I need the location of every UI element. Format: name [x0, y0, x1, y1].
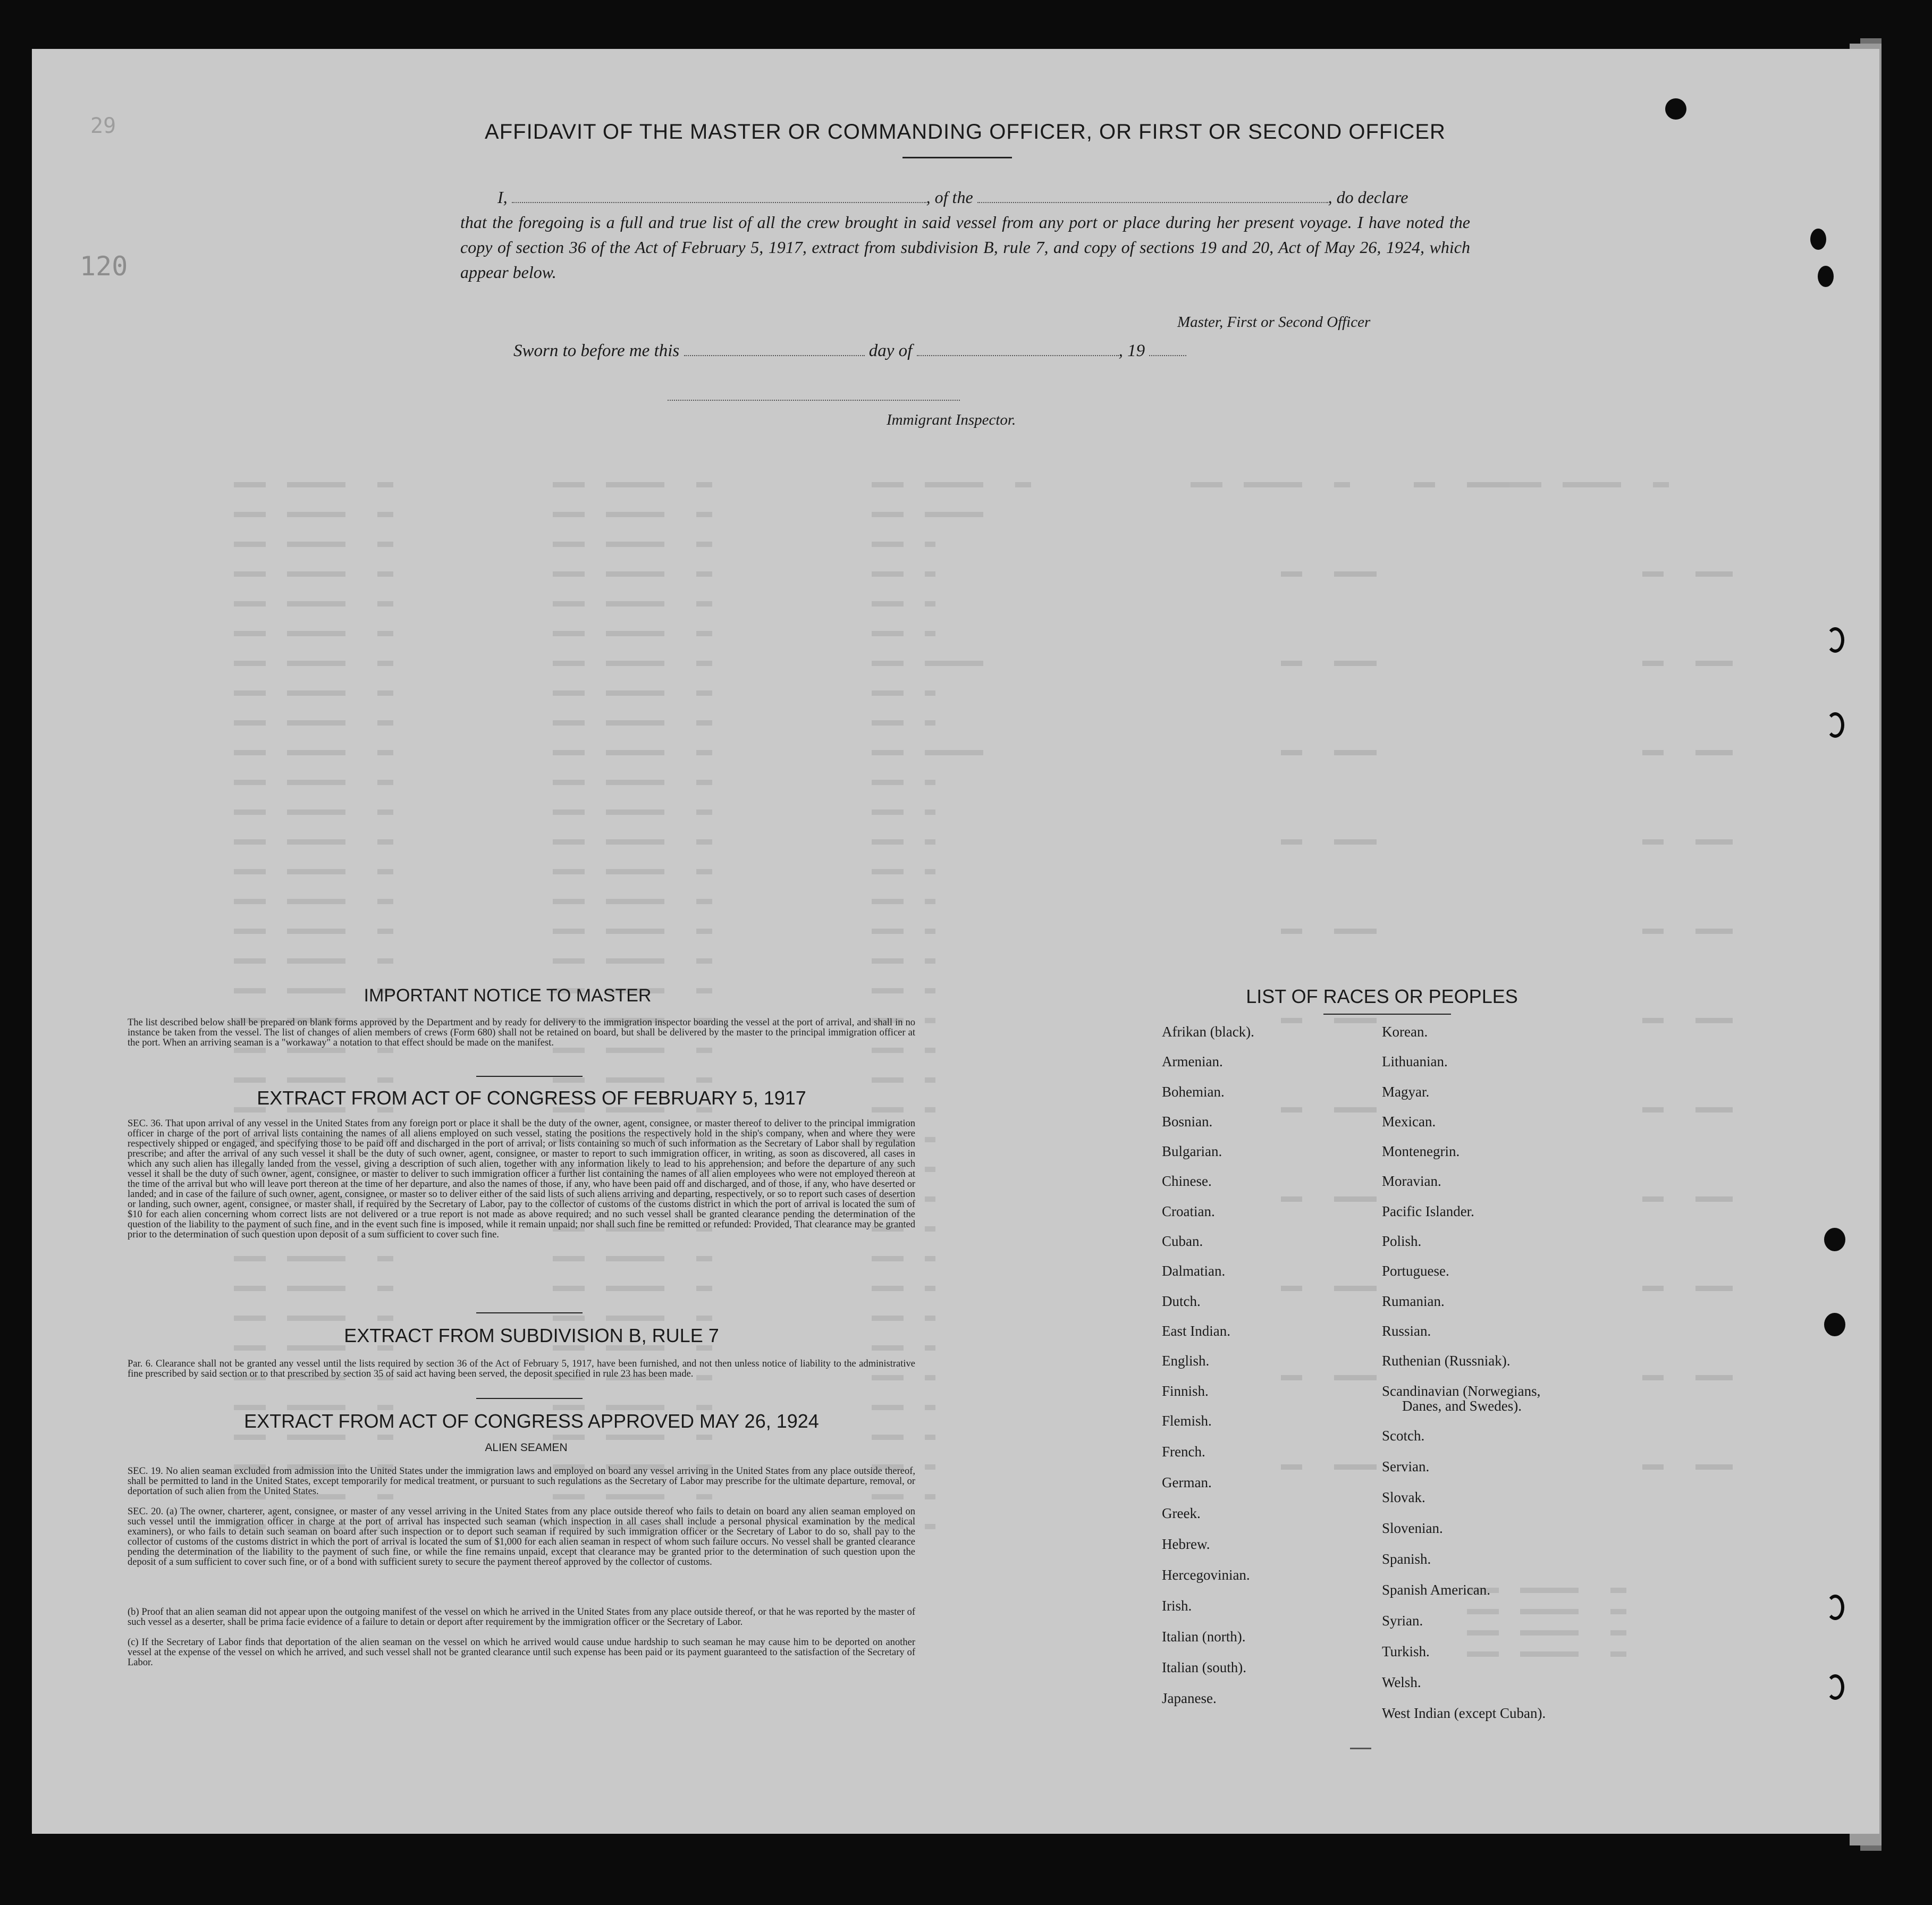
race-item: Rumanian. — [1382, 1293, 1445, 1309]
race-item: Dutch. — [1162, 1293, 1201, 1309]
race-item: Scotch. — [1382, 1427, 1425, 1444]
race-item: East Indian. — [1162, 1322, 1230, 1339]
race-item: Lithuanian. — [1382, 1053, 1448, 1070]
stray-mark — [1350, 1748, 1371, 1749]
race-item: Servian. — [1382, 1458, 1430, 1474]
extract-rule7-divider — [476, 1398, 583, 1399]
sworn-day-field[interactable] — [684, 341, 865, 356]
notice-text: The list described below shall be prepared on blank forms approved by the Department and by ready for delivery to the immigration inspector boarding the vessel at the port of arrival, and shall in no instance be taken from the vessel. The list of changes of alien members of crews (Form 680) shall not be retained on board, but shall be delivered by the master to the principal immigration officer at the port. When an arriving seaman is a "workaway" a notation to that effect should be made on the manifest. — [128, 1017, 915, 1048]
race-item: Korean. — [1382, 1024, 1428, 1040]
extract-1917-divider — [476, 1312, 583, 1313]
race-item: Spanish American. — [1382, 1581, 1490, 1598]
declarant-prefix: I, — [497, 188, 508, 207]
sworn-year-field[interactable] — [1149, 341, 1186, 356]
extract-rule7-text: Par. 6. Clearance shall not be granted any vessel until the lists required by section 36 of the Act of February 5, 1917, have been furnished, and not then unless notice of liability to the administrative fine prescribed by said section or to that prescribed by section 35 of said act having been served, the deposit specified in rule 23 has been made. — [128, 1359, 915, 1379]
extract-1924-sec20c: (c) If the Secretary of Labor finds that deportation of the alien seaman on the vessel on which he arrived would cause undue hardship to such seaman he may cause him to be deported on another vessel at the expense of the vessel on which he arrived, and such vessel shall not be granted clearance until such expense has been paid or its payment guaranteed to the satisfaction of the Secretary of Labor. — [128, 1637, 915, 1668]
race-item: Croatian. — [1162, 1203, 1215, 1219]
races-column-right — [1382, 1024, 1546, 1736]
extract-1924-subtitle: ALIEN SEAMEN — [485, 1442, 568, 1454]
race-item: Irish. — [1162, 1597, 1192, 1614]
race-item: Bosnian. — [1162, 1113, 1213, 1129]
race-item: Russian. — [1382, 1322, 1431, 1339]
race-item: Chinese. — [1162, 1173, 1212, 1190]
race-item: French. — [1162, 1443, 1205, 1460]
race-item: Greek. — [1162, 1505, 1201, 1521]
declaration-line — [460, 185, 1470, 210]
race-item: Hebrew. — [1162, 1536, 1210, 1552]
title-underline — [902, 157, 1012, 158]
binder-hole — [1826, 712, 1844, 738]
binder-hole — [1826, 627, 1844, 653]
race-item: Scandinavian (Norwegians, — [1382, 1383, 1541, 1399]
race-item: Danes, and Swedes). — [1402, 1397, 1522, 1414]
binder-hole — [1826, 1674, 1844, 1700]
race-item: Mexican. — [1382, 1113, 1436, 1129]
binder-hole — [1824, 1313, 1845, 1336]
race-item: West Indian (except Cuban). — [1382, 1705, 1546, 1721]
binder-hole — [1665, 98, 1686, 120]
races-title: LIST OF RACES OR PEOPLES — [1246, 985, 1518, 1007]
margin-number-top: 29 — [90, 114, 116, 138]
race-item: Pacific Islander. — [1382, 1203, 1474, 1219]
inspector-signature-field[interactable] — [668, 386, 960, 401]
extract-rule7-title: EXTRACT FROM SUBDIVISION B, RULE 7 — [344, 1325, 719, 1346]
extract-1924-title: EXTRACT FROM ACT OF CONGRESS APPROVED MAY 26, 1924 — [244, 1410, 819, 1432]
races-title-underline — [1323, 1014, 1451, 1015]
race-item: Slovenian. — [1382, 1520, 1443, 1536]
binder-hole — [1824, 1228, 1845, 1251]
master-signature-label: Master, First or Second Officer — [1177, 314, 1371, 331]
race-item: Armenian. — [1162, 1053, 1223, 1070]
races-column-left — [1162, 1024, 1254, 1721]
declare-label: , do declare — [1328, 188, 1408, 207]
race-item: Welsh. — [1382, 1674, 1421, 1690]
race-item: Afrikan (black). — [1162, 1024, 1254, 1040]
race-item: Portuguese. — [1382, 1263, 1449, 1279]
extract-1924-sec20a: SEC. 20. (a) The owner, charterer, agent, consignee, or master of any vessel arriving in the United States from any place outside thereof who fails to detain on board any alien seaman employed on such vessel until the immigration officer in charge at the port of arrival has inspected such seaman (which inspection in all cases shall include a personal physical examination by the medical examiners), or who fails to detain such seaman on board after such inspection or to deport such seaman if required by such immigration officer or the Secretary of Labor to do so, shall pay to the collector of customs of the customs district in which the port of arrival is located the sum of $1,000 for each alien seaman in respect of whom such failure occurs. No vessel shall be granted clearance pending the determination of the liability to the payment of such fine, or while the fine remains unpaid, except that clearance may be granted prior to the determination of such question upon the deposit of a sum sufficient to cover such fine, or of a bond with sufficient surety to secure the payment thereof approved by the collector of customs. — [128, 1506, 915, 1567]
notice-divider — [476, 1076, 583, 1077]
binder-hole — [1810, 229, 1826, 250]
race-item: Bohemian. — [1162, 1083, 1225, 1100]
declarant-name-field[interactable] — [512, 188, 926, 203]
extract-1917-text: SEC. 36. That upon arrival of any vessel in the United States from any foreign port or place it shall be the duty of the owner, agent, consignee, or master thereof to deliver to the principal immigration officer in charge of the port of arrival lists containing the names of all aliens employed on such vessel, stating the positions the respectively hold in the ship's company, when and where they were respectively shipped or engaged, and specifying those to be paid off and discharged in the port of arrival; or lists containing so much of such information as the Secretary of Labor shall by regulation prescribe; and after the arrival of any such vessel it shall be the duty of such owner, agent, consignee, or master to report to such immigration officer, in writing, as soon as discovered, all cases in which any such alien has illegally landed from the vessel, giving a description of such alien, together with any information likely to lead to his apprehension; and before the departure of any such vessel it shall be the duty of such owner, agent, consignee, or master to deliver to such immigration officer a further list containing the names of all alien employees who were not employed thereon at the time of the arrival but who will leave port thereon at the time of her departure, and also the names of those, if any, who have been paid off and discharged, and of those, if any, who have deserted or landed; and in case of the failure of such owner, agent, consignee, or master so to deliver either of the said lists of such aliens arriving and departing, respectively, or so to report such cases of desertion or landing, such owner, agent, consignee, or master shall, if required by the Secretary of Labor, pay to the collector of customs of the customs district in which the port of arrival is located the sum of $10 for each alien concerning whom correct lists are not delivered or a true report is not made as above required; and no such vessel shall be granted clearance pending the determination of the question of the liability to the payment of such fine, and in the event such fine is imposed, while it remain unpaid; nor shall such fine be remitted or refunded: Provided, That clearance may be granted prior to the determination of such question upon deposit of a sum sufficient to cover such fine. — [128, 1118, 915, 1240]
of-the-label: , of the — [926, 188, 973, 207]
race-item: Italian (north). — [1162, 1628, 1246, 1645]
race-item: Magyar. — [1382, 1083, 1430, 1100]
extract-1924-sec20b: (b) Proof that an alien seaman did not appear upon the outgoing manifest of the vessel on which he arrived in the United States from any place outside thereof, or that he was reported by the master of such vessel as a deserter, shall be prima facie evidence of a failure to detain or deport after requirement by the immigration officer or the Secretary of Labor. — [128, 1607, 915, 1628]
affidavit-body-text: that the foregoing is a full and true list of all the crew brought in said vessel from any port or place during her present voyage. I have noted the copy of section 36 of the Act of February 5, 1917, extract from subdivision B, rule 7, and copy of sections 19 and 20, Act of May 26, 1924, which appear below. — [460, 213, 1470, 282]
inspector-signature-label: Immigrant Inspector. — [887, 411, 1016, 428]
binder-hole — [1826, 1595, 1844, 1620]
sworn-line — [513, 341, 1186, 361]
race-item: Ruthenian (Russniak). — [1382, 1353, 1511, 1369]
extract-1924-sec19: SEC. 19. No alien seaman excluded from admission into the United States under the immigration laws and employed on board any vessel arriving in the United States from any place outside thereof, shall be permitted to land in the United States, except temporarily for medical treatment, or pursuant to such regulations as the Secretary of Labor may prescribe for the ultimate departure, removal, or deportation of such alien from the United States. — [128, 1466, 915, 1497]
sworn-day-label: day of — [868, 341, 913, 360]
extract-1917-title: EXTRACT FROM ACT OF CONGRESS OF FEBRUARY 5, 1917 — [257, 1087, 806, 1109]
race-item: English. — [1162, 1353, 1210, 1369]
race-item: Dalmatian. — [1162, 1263, 1226, 1279]
race-item: Turkish. — [1382, 1643, 1430, 1659]
race-item: Spanish. — [1382, 1550, 1431, 1567]
race-item: Bulgarian. — [1162, 1143, 1222, 1160]
affidavit-title: AFFIDAVIT OF THE MASTER OR COMMANDING OFFICER, OR FIRST OR SECOND OFFICER — [485, 120, 1446, 144]
race-item: German. — [1162, 1474, 1212, 1490]
race-item: Montenegrin. — [1382, 1143, 1460, 1160]
sworn-prefix: Sworn to before me this — [513, 341, 680, 360]
race-item: Flemish. — [1162, 1412, 1212, 1429]
race-item: Italian (south). — [1162, 1659, 1246, 1675]
notice-title: IMPORTANT NOTICE TO MASTER — [364, 985, 652, 1006]
affidavit-statement — [460, 185, 1470, 285]
race-item: Slovak. — [1382, 1489, 1425, 1505]
race-item: Polish. — [1382, 1233, 1422, 1250]
document-page — [32, 49, 1879, 1834]
binder-hole — [1818, 266, 1834, 287]
race-item: Moravian. — [1382, 1173, 1441, 1190]
sworn-year-label: , 19 — [1118, 341, 1145, 360]
sworn-month-field[interactable] — [917, 341, 1119, 356]
vessel-name-field[interactable] — [977, 188, 1328, 203]
race-item: Syrian. — [1382, 1612, 1423, 1629]
race-item: Hercegovinian. — [1162, 1566, 1250, 1583]
margin-number-side: 120 — [80, 251, 128, 282]
race-item: Finnish. — [1162, 1383, 1209, 1399]
race-item: Japanese. — [1162, 1690, 1217, 1706]
race-item: Cuban. — [1162, 1233, 1203, 1250]
